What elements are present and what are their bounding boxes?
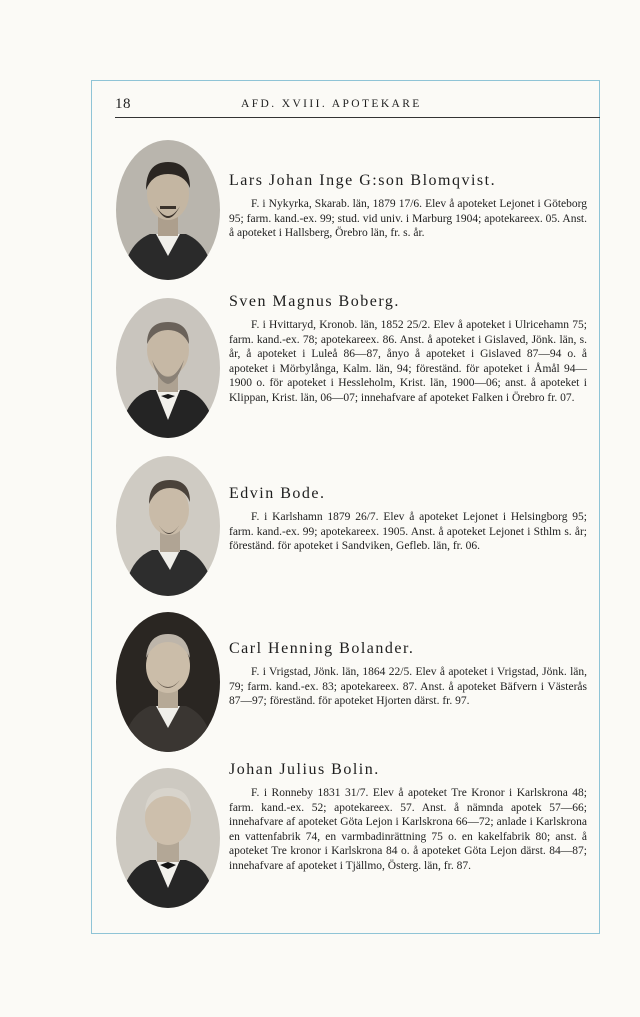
portrait-photo <box>116 768 220 908</box>
person-name: Sven Magnus Boberg. <box>229 293 400 310</box>
portrait-photo <box>116 140 220 280</box>
biography-text: F. i Ronneby 1831 31/7. Elev å apoteket Tre Kronor i Karlskrona 48; farm. kand.-ex. 52; apotekareex. 57. Anst. å nämnda apotek 57—66; innehafvare af apoteket Göta Lejon i Karlskrona 66—72; anlade i Karlskrona en vattenfabrik 74, en varmbadinrättning 75 o. en kakelfabrik 80; anst. å apoteket Tre kronor i Karlskrona 84 o. å apoteket Göta Lejon därst. 84—87; innehafvare af apoteket i Tjällmo, Österg. län, fr. 87. <box>229 787 587 872</box>
page-number: 18 <box>115 96 131 112</box>
entry-text <box>229 484 587 554</box>
person-name: Lars Johan Inge G:son Blomqvist. <box>229 172 497 189</box>
entry-text <box>229 760 587 874</box>
person-name: Edvin Bode. <box>229 485 326 502</box>
biography-text: F. i Hvittaryd, Kronob. län, 1852 25/2. Elev å apoteket i Ulricehamn 75; farm. kand.-ex. 78; apotekareex. 86. Anst. å apoteket i Gislaved, Jönk. län, s. år, å apoteket i Luleå 86—87, ånyo å apoteket i Gislaved 87—94 o. å apoteket i Mörbylånga, Kalm. län, 94; föreständ. för apoteket i Åmål 94—1900 o. för apoteket i Hessleholm, Krist. län, 1900—06; anst. å apoteket i Klippan, Krist. län, 06—07; innehafvare af apoteket Falken i Örebro fr. 07. <box>229 319 587 404</box>
header-rule <box>115 117 600 118</box>
entry-text <box>229 171 587 241</box>
person-name: Johan Julius Bolin. <box>229 761 380 778</box>
biography-text: F. i Vrigstad, Jönk. län, 1864 22/5. Elev å apoteket i Vrigstad, Jönk. län, 79; farm. kand.-ex. 83; apotekareex. 87. Anst. å apoteket Bäfvern i Västerås 87—97; föreständ. för apoteket Hjorten därst. fr. 97. <box>229 666 587 708</box>
running-header <box>115 96 600 118</box>
person-name: Carl Henning Bolander. <box>229 640 415 657</box>
portrait-photo <box>116 456 220 596</box>
biography-text: F. i Karlshamn 1879 26/7. Elev å apoteket Lejonet i Helsingborg 95; farm. kand.-ex. 99; apotekareex. 1905. Anst. å apoteket Lejonet i Sthlm s. år; föreständ. för apoteket i Sandviken, Gefleb. län, fr. 06. <box>229 511 587 553</box>
entry-text <box>229 292 587 406</box>
section-title: AFD. XVIII. APOTEKARE <box>241 98 422 110</box>
entry-text <box>229 639 587 709</box>
biography-text: F. i Nykyrka, Skarab. län, 1879 17/6. Elev å apoteket Lejonet i Göteborg 95; farm. kand.-ex. 99; stud. vid univ. i Marburg 1904; apotekareex. 05. Anst. å apoteket i Hallsberg, Örebro län, fr. s. år. <box>229 198 587 240</box>
portrait-photo <box>116 298 220 438</box>
portrait-photo <box>116 612 220 752</box>
